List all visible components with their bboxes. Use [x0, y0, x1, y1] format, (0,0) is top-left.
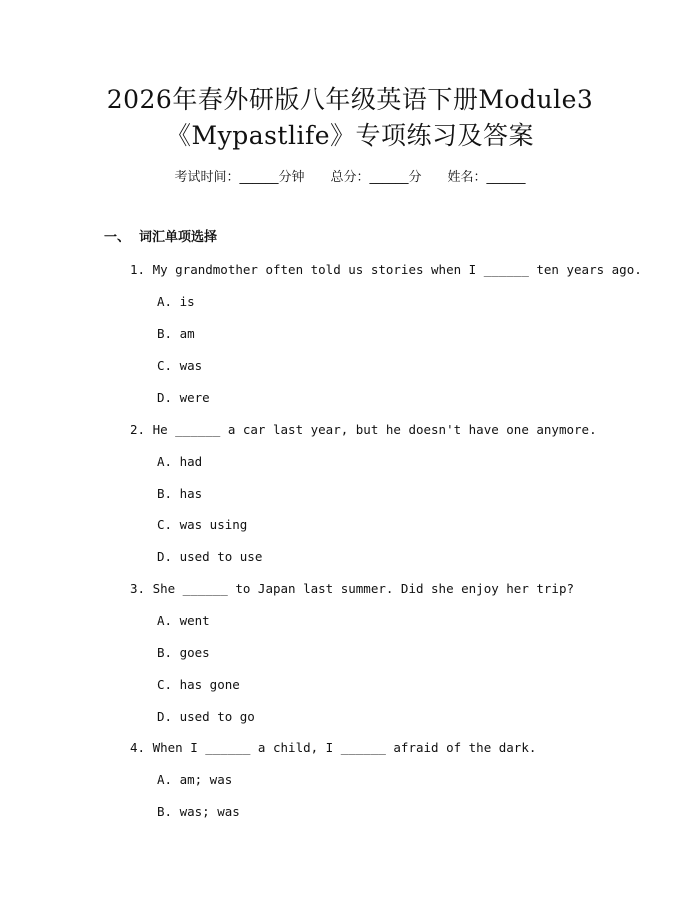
student-name-field: 姓名：______: [447, 170, 526, 185]
question-stem: 3. She ______ to Japan last summer. Did she enjoy her trip?: [130, 581, 575, 596]
total-score-field: 总分：______分: [330, 170, 422, 185]
document-title-line-2: 《Mypastlife》专项练习及答案: [165, 121, 535, 150]
exam-meta: [0, 168, 700, 188]
question-option: B. has: [157, 486, 203, 501]
question-option: B. goes: [157, 645, 210, 660]
question-option: C. was using: [157, 517, 248, 532]
question-stem: 1. My grandmother often told us stories when I ______ ten years ago.: [130, 262, 642, 277]
question-option: D. used to go: [157, 709, 255, 724]
question-option: C. was: [157, 358, 203, 373]
question-stem: 2. He ______ a car last year, but he doesn't have one anymore.: [130, 422, 597, 437]
question-option: A. went: [157, 613, 210, 628]
section-heading: 一、 词汇单项选择: [104, 230, 218, 245]
question-option: A. had: [157, 454, 203, 469]
question-stem: 4. When I ______ a child, I ______ afraid of the dark.: [130, 740, 537, 755]
exam-time-field: 考试时间：______分钟: [174, 170, 305, 185]
question-option: D. were: [157, 390, 210, 405]
question-option: D. used to use: [157, 549, 263, 564]
question-option: B. was; was: [157, 804, 240, 819]
question-option: A. am; was: [157, 772, 233, 787]
question-option: B. am: [157, 326, 195, 341]
question-option: C. has gone: [157, 677, 240, 692]
question-option: A. is: [157, 294, 195, 309]
document-title-line-1: 2026年春外研版八年级英语下册Module3: [106, 85, 594, 114]
